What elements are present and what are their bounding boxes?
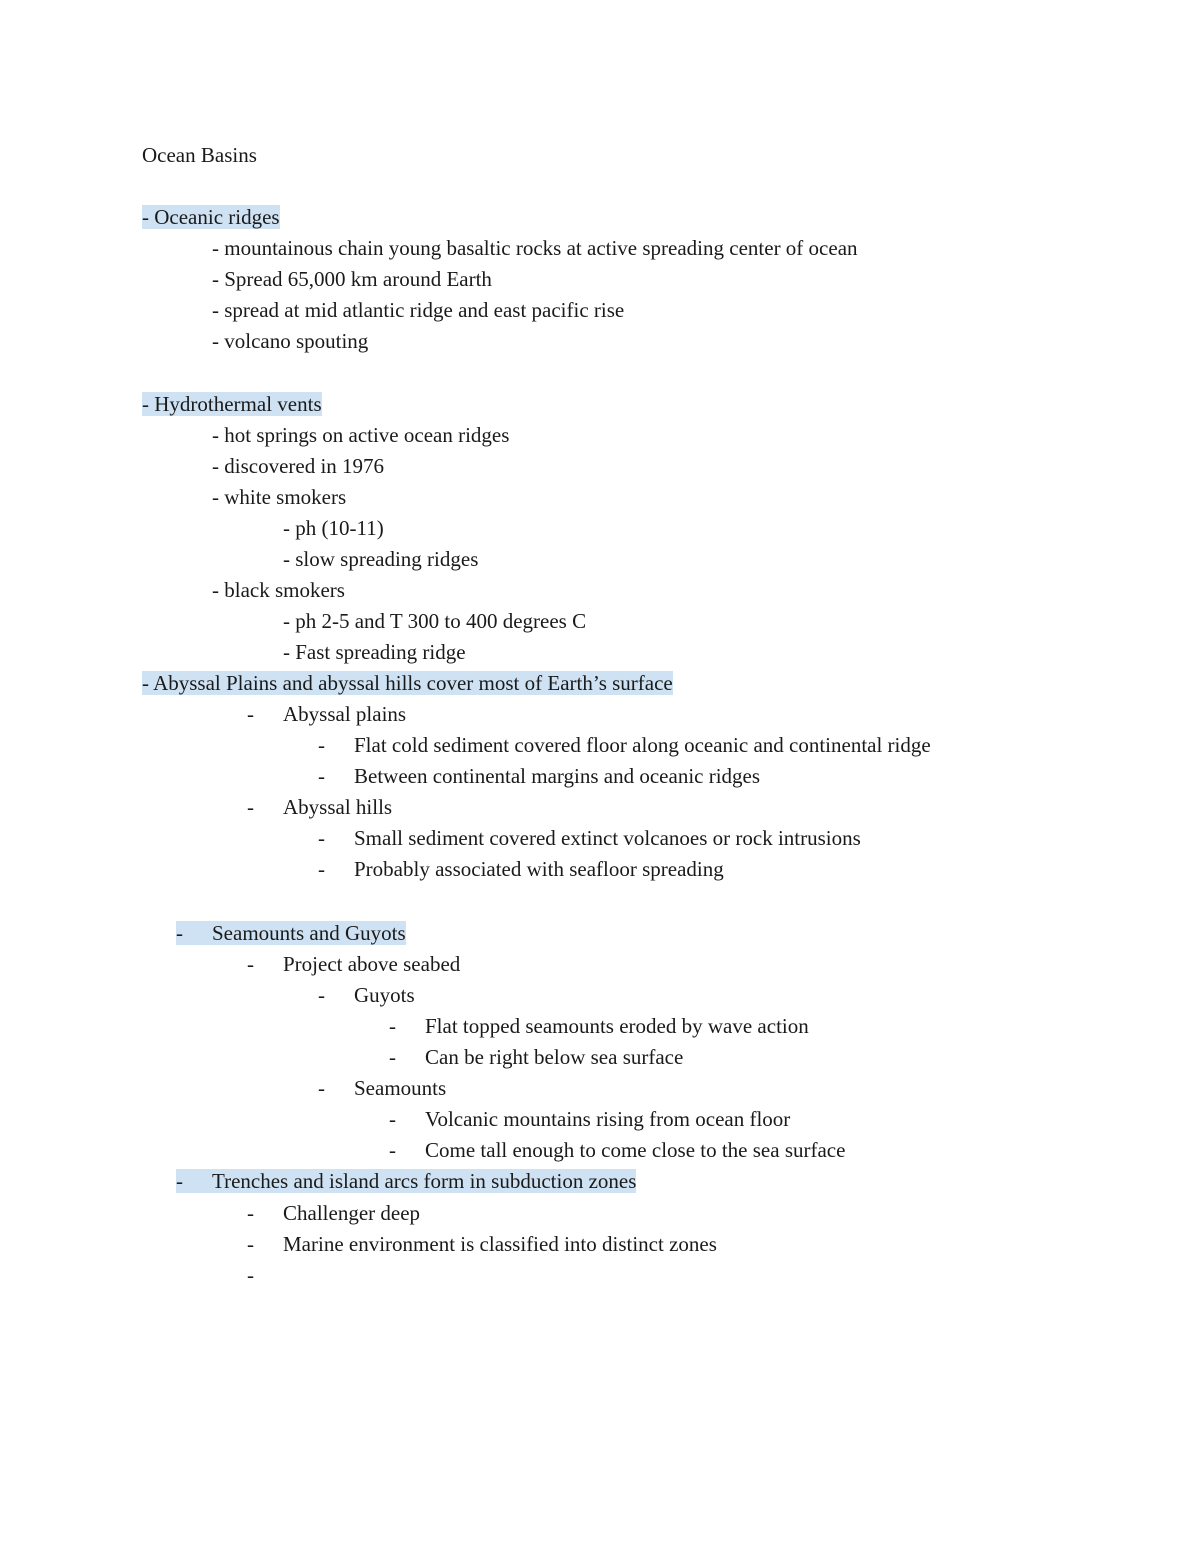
list-item-text: Marine environment is classified into distinct zones bbox=[283, 1232, 717, 1256]
highlighted-text: - Hydrothermal vents bbox=[142, 392, 322, 416]
dash-bullet: - bbox=[318, 764, 325, 788]
list-item bbox=[318, 1073, 446, 1104]
list-item bbox=[247, 949, 460, 980]
list-item: - Spread 65,000 km around Earth bbox=[212, 267, 492, 291]
list-item bbox=[318, 730, 931, 761]
list-item bbox=[247, 1229, 717, 1260]
section-heading-oceanic-ridges bbox=[142, 202, 280, 233]
list-item-text: Probably associated with seafloor spreading bbox=[354, 857, 724, 881]
list-item: - mountainous chain young basaltic rocks at active spreading center of ocean bbox=[212, 236, 858, 260]
list-item: - ph (10-11) bbox=[283, 516, 384, 540]
list-item: - volcano spouting bbox=[212, 329, 369, 353]
highlighted-text bbox=[176, 1169, 636, 1193]
dash-bullet: - bbox=[318, 826, 325, 850]
section-heading-abyssal bbox=[142, 668, 673, 699]
heading-text: Seamounts and Guyots bbox=[212, 921, 406, 945]
list-item-text: Volcanic mountains rising from ocean floor bbox=[425, 1107, 791, 1131]
list-item bbox=[247, 792, 392, 823]
dash-bullet: - bbox=[318, 733, 325, 757]
list-item bbox=[318, 980, 415, 1011]
section-heading-hydrothermal-vents bbox=[142, 389, 322, 420]
dash-bullet: - bbox=[247, 702, 254, 726]
dash-bullet: - bbox=[247, 795, 254, 819]
dash-bullet: - bbox=[318, 983, 325, 1007]
list-item: - white smokers bbox=[212, 485, 347, 509]
heading-text: Trenches and island arcs form in subduction zones bbox=[212, 1169, 637, 1193]
list-item bbox=[247, 1260, 283, 1291]
dash-bullet: - bbox=[318, 1076, 325, 1100]
list-item-text: Abyssal plains bbox=[283, 702, 407, 726]
section-heading-seamounts bbox=[176, 918, 406, 949]
list-item-text: Can be right below sea surface bbox=[425, 1045, 684, 1069]
list-item bbox=[389, 1011, 809, 1042]
highlighted-text: - Abyssal Plains and abyssal hills cover most of Earth’s surface bbox=[142, 671, 673, 695]
list-item: - discovered in 1976 bbox=[212, 454, 385, 478]
list-item-text: Seamounts bbox=[354, 1076, 447, 1100]
list-item bbox=[318, 823, 861, 854]
highlighted-text: - Oceanic ridges bbox=[142, 205, 280, 229]
list-item-text: Flat cold sediment covered floor along oceanic and continental ridge bbox=[354, 733, 931, 757]
dash-bullet: - bbox=[389, 1045, 396, 1069]
list-item: - hot springs on active ocean ridges bbox=[212, 423, 510, 447]
list-item bbox=[247, 699, 406, 730]
dash-bullet: - bbox=[389, 1014, 396, 1038]
dash-bullet: - bbox=[389, 1107, 396, 1131]
list-item-text: Flat topped seamounts eroded by wave action bbox=[425, 1014, 809, 1038]
dash-bullet: - bbox=[247, 1201, 254, 1225]
list-item-text: Come tall enough to come close to the sea surface bbox=[425, 1138, 846, 1162]
list-item bbox=[389, 1104, 790, 1135]
list-item: - ph 2-5 and T 300 to 400 degrees C bbox=[283, 609, 587, 633]
list-item-text: Guyots bbox=[354, 983, 415, 1007]
list-item: - slow spreading ridges bbox=[283, 547, 479, 571]
section-heading-trenches bbox=[176, 1166, 636, 1197]
list-item-text: Challenger deep bbox=[283, 1201, 421, 1225]
dash-bullet: - bbox=[247, 1263, 254, 1287]
list-item bbox=[389, 1135, 845, 1166]
dash-bullet: - bbox=[247, 1232, 254, 1256]
list-item: - black smokers bbox=[212, 578, 345, 602]
list-item bbox=[389, 1042, 683, 1073]
list-item-text: Small sediment covered extinct volcanoes or rock intrusions bbox=[354, 826, 861, 850]
document-title: Ocean Basins bbox=[142, 143, 257, 167]
dash-bullet: - bbox=[176, 921, 183, 945]
dash-bullet: - bbox=[389, 1138, 396, 1162]
list-item-text: Project above seabed bbox=[283, 952, 461, 976]
list-item bbox=[247, 1198, 420, 1229]
highlighted-text bbox=[176, 921, 406, 945]
dash-bullet: - bbox=[247, 952, 254, 976]
dash-bullet: - bbox=[176, 1169, 183, 1193]
dash-bullet: - bbox=[318, 857, 325, 881]
list-item bbox=[318, 761, 760, 792]
list-item bbox=[318, 854, 724, 885]
list-item: - spread at mid atlantic ridge and east pacific rise bbox=[212, 298, 625, 322]
list-item-text: Abyssal hills bbox=[283, 795, 393, 819]
list-item: - Fast spreading ridge bbox=[283, 640, 466, 664]
list-item-text: Between continental margins and oceanic ridges bbox=[354, 764, 761, 788]
